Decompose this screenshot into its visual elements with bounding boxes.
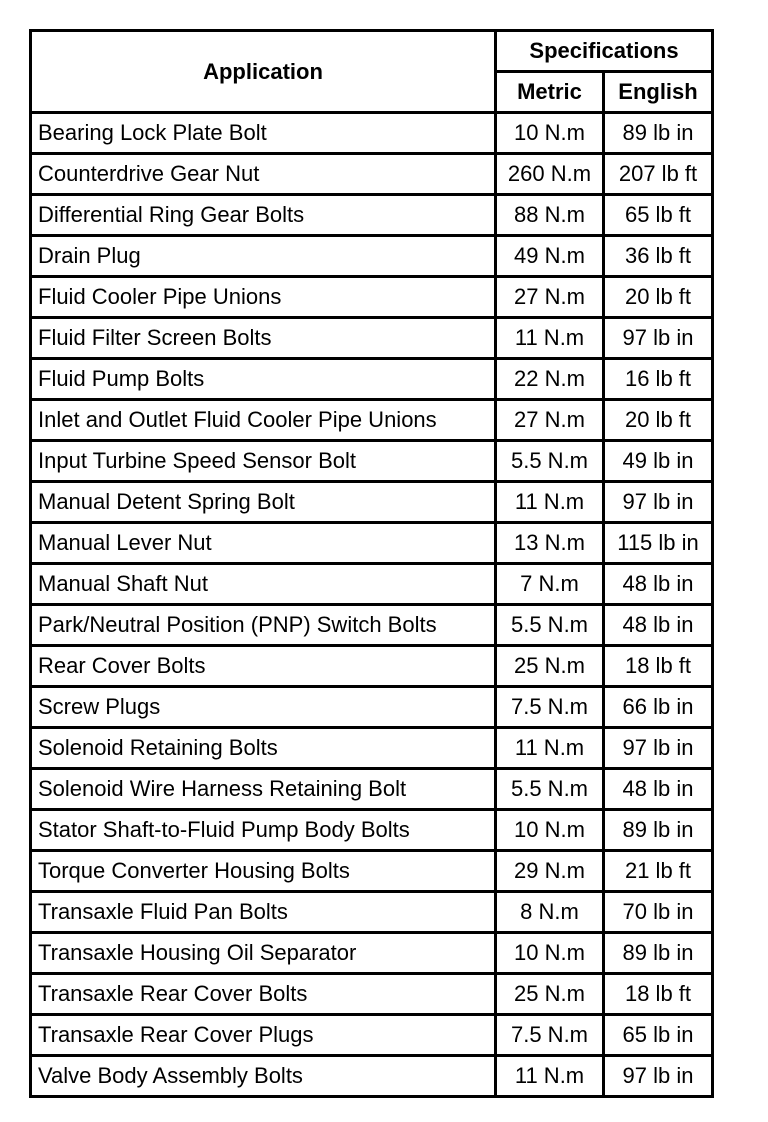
application-cell: Stator Shaft-to-Fluid Pump Body Bolts <box>31 810 496 851</box>
application-cell: Counterdrive Gear Nut <box>31 154 496 195</box>
metric-value-cell: 8 N.m <box>496 892 604 933</box>
metric-value-cell: 260 N.m <box>496 154 604 195</box>
english-value-cell: 89 lb in <box>604 113 713 154</box>
table-row <box>31 646 713 687</box>
table-row <box>31 236 713 277</box>
table-row <box>31 564 713 605</box>
application-cell: Torque Converter Housing Bolts <box>31 851 496 892</box>
application-cell: Transaxle Fluid Pan Bolts <box>31 892 496 933</box>
application-cell: Manual Detent Spring Bolt <box>31 482 496 523</box>
english-value-cell: 115 lb in <box>604 523 713 564</box>
metric-value-cell: 7.5 N.m <box>496 1015 604 1056</box>
english-value-cell: 20 lb ft <box>604 400 713 441</box>
table-row <box>31 1015 713 1056</box>
metric-value-cell: 11 N.m <box>496 728 604 769</box>
table-row <box>31 1056 713 1097</box>
application-cell: Solenoid Retaining Bolts <box>31 728 496 769</box>
metric-value-cell: 27 N.m <box>496 400 604 441</box>
metric-value-cell: 5.5 N.m <box>496 605 604 646</box>
metric-value-cell: 10 N.m <box>496 810 604 851</box>
metric-value-cell: 49 N.m <box>496 236 604 277</box>
table-row <box>31 441 713 482</box>
metric-value-cell: 5.5 N.m <box>496 769 604 810</box>
english-value-cell: 97 lb in <box>604 482 713 523</box>
english-value-cell: 16 lb ft <box>604 359 713 400</box>
table-body <box>31 113 713 1097</box>
table-row <box>31 810 713 851</box>
metric-value-cell: 25 N.m <box>496 974 604 1015</box>
table-row <box>31 195 713 236</box>
english-value-cell: 207 lb ft <box>604 154 713 195</box>
table-row <box>31 359 713 400</box>
metric-value-cell: 13 N.m <box>496 523 604 564</box>
english-value-cell: 97 lb in <box>604 318 713 359</box>
application-cell: Manual Shaft Nut <box>31 564 496 605</box>
metric-value-cell: 7 N.m <box>496 564 604 605</box>
english-value-cell: 20 lb ft <box>604 277 713 318</box>
application-cell: Fluid Pump Bolts <box>31 359 496 400</box>
metric-value-cell: 88 N.m <box>496 195 604 236</box>
english-value-cell: 97 lb in <box>604 728 713 769</box>
metric-value-cell: 29 N.m <box>496 851 604 892</box>
table-row <box>31 605 713 646</box>
english-value-cell: 66 lb in <box>604 687 713 728</box>
table-row <box>31 154 713 195</box>
application-cell: Transaxle Rear Cover Plugs <box>31 1015 496 1056</box>
table-row <box>31 892 713 933</box>
table-row <box>31 851 713 892</box>
table-row <box>31 728 713 769</box>
english-value-cell: 48 lb in <box>604 605 713 646</box>
english-value-cell: 89 lb in <box>604 933 713 974</box>
application-cell: Fluid Filter Screen Bolts <box>31 318 496 359</box>
english-value-cell: 65 lb in <box>604 1015 713 1056</box>
table-row <box>31 318 713 359</box>
table-row <box>31 400 713 441</box>
table-row <box>31 933 713 974</box>
application-cell: Fluid Cooler Pipe Unions <box>31 277 496 318</box>
application-cell: Drain Plug <box>31 236 496 277</box>
table-row <box>31 113 713 154</box>
application-cell: Solenoid Wire Harness Retaining Bolt <box>31 769 496 810</box>
application-header: Application <box>31 31 496 113</box>
metric-value-cell: 22 N.m <box>496 359 604 400</box>
metric-value-cell: 11 N.m <box>496 318 604 359</box>
english-value-cell: 18 lb ft <box>604 646 713 687</box>
table-header <box>31 31 713 113</box>
application-cell: Screw Plugs <box>31 687 496 728</box>
specifications-header: Specifications <box>496 31 713 72</box>
application-cell: Manual Lever Nut <box>31 523 496 564</box>
application-cell: Park/Neutral Position (PNP) Switch Bolts <box>31 605 496 646</box>
metric-header: Metric <box>496 72 604 113</box>
english-value-cell: 21 lb ft <box>604 851 713 892</box>
table-row <box>31 687 713 728</box>
metric-value-cell: 25 N.m <box>496 646 604 687</box>
english-value-cell: 89 lb in <box>604 810 713 851</box>
metric-value-cell: 10 N.m <box>496 933 604 974</box>
metric-value-cell: 11 N.m <box>496 482 604 523</box>
metric-value-cell: 5.5 N.m <box>496 441 604 482</box>
metric-value-cell: 7.5 N.m <box>496 687 604 728</box>
application-cell: Transaxle Rear Cover Bolts <box>31 974 496 1015</box>
english-value-cell: 48 lb in <box>604 769 713 810</box>
english-value-cell: 36 lb ft <box>604 236 713 277</box>
english-value-cell: 97 lb in <box>604 1056 713 1097</box>
english-value-cell: 65 lb ft <box>604 195 713 236</box>
english-value-cell: 49 lb in <box>604 441 713 482</box>
english-header: English <box>604 72 713 113</box>
table-row <box>31 974 713 1015</box>
application-cell: Transaxle Housing Oil Separator <box>31 933 496 974</box>
english-value-cell: 70 lb in <box>604 892 713 933</box>
header-row-top <box>31 31 713 72</box>
application-cell: Valve Body Assembly Bolts <box>31 1056 496 1097</box>
table-row <box>31 523 713 564</box>
english-value-cell: 48 lb in <box>604 564 713 605</box>
application-cell: Inlet and Outlet Fluid Cooler Pipe Unions <box>31 400 496 441</box>
table-row <box>31 769 713 810</box>
table-row <box>31 482 713 523</box>
application-cell: Rear Cover Bolts <box>31 646 496 687</box>
table-row <box>31 277 713 318</box>
application-cell: Input Turbine Speed Sensor Bolt <box>31 441 496 482</box>
metric-value-cell: 11 N.m <box>496 1056 604 1097</box>
specifications-table <box>29 29 714 1098</box>
metric-value-cell: 10 N.m <box>496 113 604 154</box>
application-cell: Bearing Lock Plate Bolt <box>31 113 496 154</box>
english-value-cell: 18 lb ft <box>604 974 713 1015</box>
metric-value-cell: 27 N.m <box>496 277 604 318</box>
application-cell: Differential Ring Gear Bolts <box>31 195 496 236</box>
